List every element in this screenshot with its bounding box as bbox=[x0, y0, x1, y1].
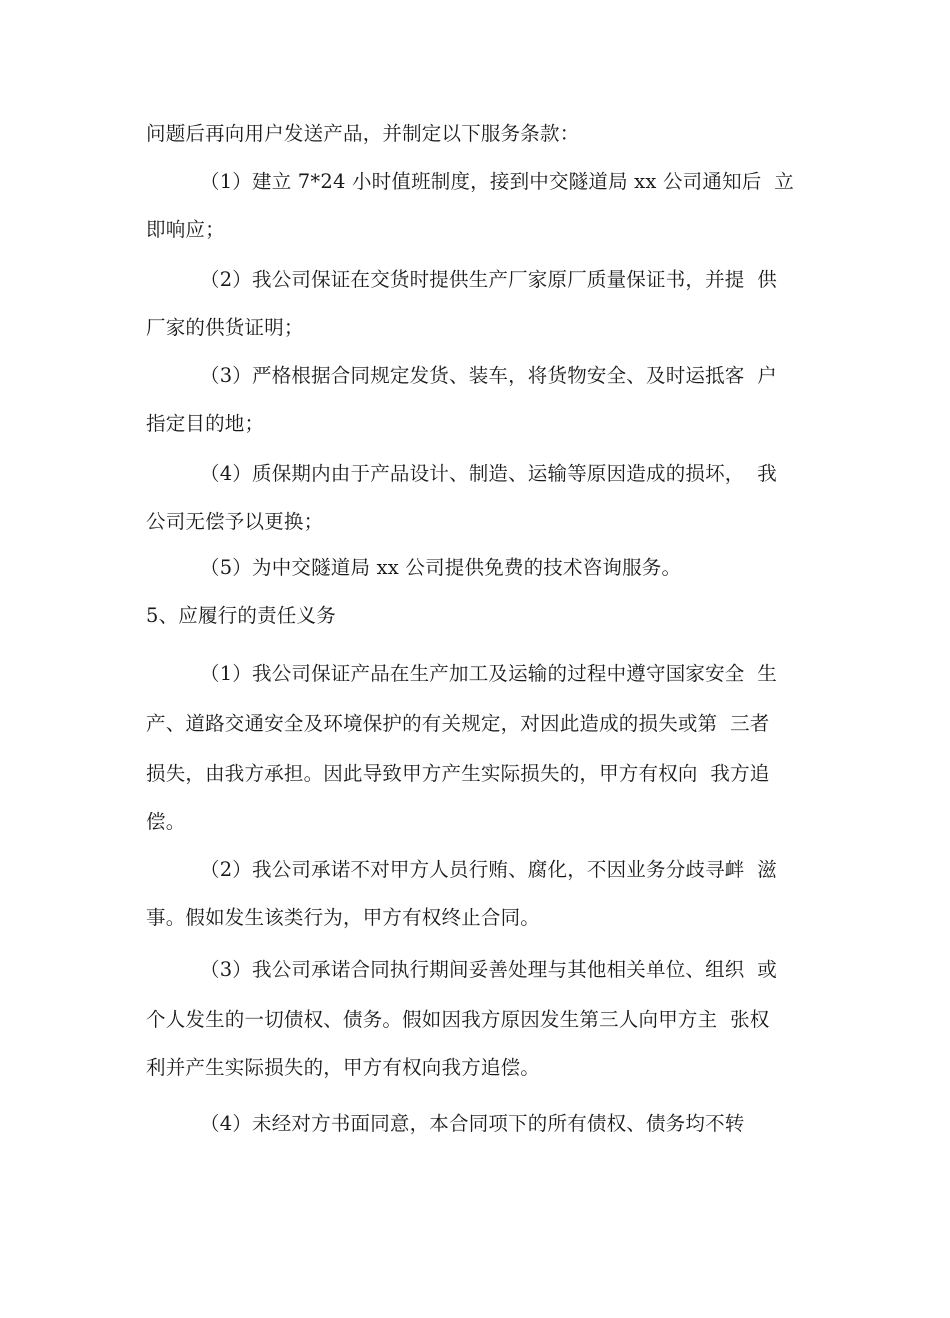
text-line: 问题后再向用户发送产品，并制定以下服务条款： bbox=[146, 122, 580, 145]
text-line: 偿。 bbox=[146, 810, 186, 833]
text-line: 指定目的地； bbox=[146, 412, 265, 435]
text-line: （2）我公司承诺不对甲方人员行贿、腐化，不因业务分歧寻衅 滋 bbox=[200, 858, 778, 881]
text-line: （4）未经对方书面同意，本合同项下的所有债权、债务均不转 bbox=[200, 1112, 745, 1135]
text-line: 即响应； bbox=[146, 218, 225, 241]
text-line: （3）我公司承诺合同执行期间妥善处理与其他相关单位、组织 或 bbox=[200, 958, 778, 981]
text-line: 产、道路交通安全及环境保护的有关规定，对因此造成的损失或第 三者 bbox=[146, 712, 770, 735]
text-line: 公司无偿予以更换； bbox=[146, 510, 324, 533]
text-line: 个人发生的一切债权、债务。假如因我方原因发生第三人向甲方主 张权 bbox=[146, 1008, 770, 1031]
text-line: 利并产生实际损失的，甲方有权向我方追偿。 bbox=[146, 1056, 541, 1079]
text-line: 厂家的供货证明； bbox=[146, 316, 304, 339]
text-line: （1）建立 7*24 小时值班制度，接到中交隧道局 xx 公司通知后 立 bbox=[200, 170, 794, 193]
text-line: （3）严格根据合同规定发货、装车，将货物安全、及时运抵客 户 bbox=[200, 364, 778, 387]
text-line: 损失，由我方承担。因此导致甲方产生实际损失的，甲方有权向 我方追 bbox=[146, 762, 770, 785]
text-line: （5）为中交隧道局 xx 公司提供免费的技术咨询服务。 bbox=[200, 556, 682, 579]
text-line: 事。假如发生该类行为，甲方有权终止合同。 bbox=[146, 906, 541, 929]
text-line: （4）质保期内由于产品设计、制造、运输等原因造成的损坏， 我 bbox=[200, 462, 778, 485]
section-heading: 5、应履行的责任义务 bbox=[146, 604, 336, 627]
text-line: （2）我公司保证在交货时提供生产厂家原厂质量保证书，并提 供 bbox=[200, 268, 778, 291]
text-line: （1）我公司保证产品在生产加工及运输的过程中遵守国家安全 生 bbox=[200, 662, 778, 685]
